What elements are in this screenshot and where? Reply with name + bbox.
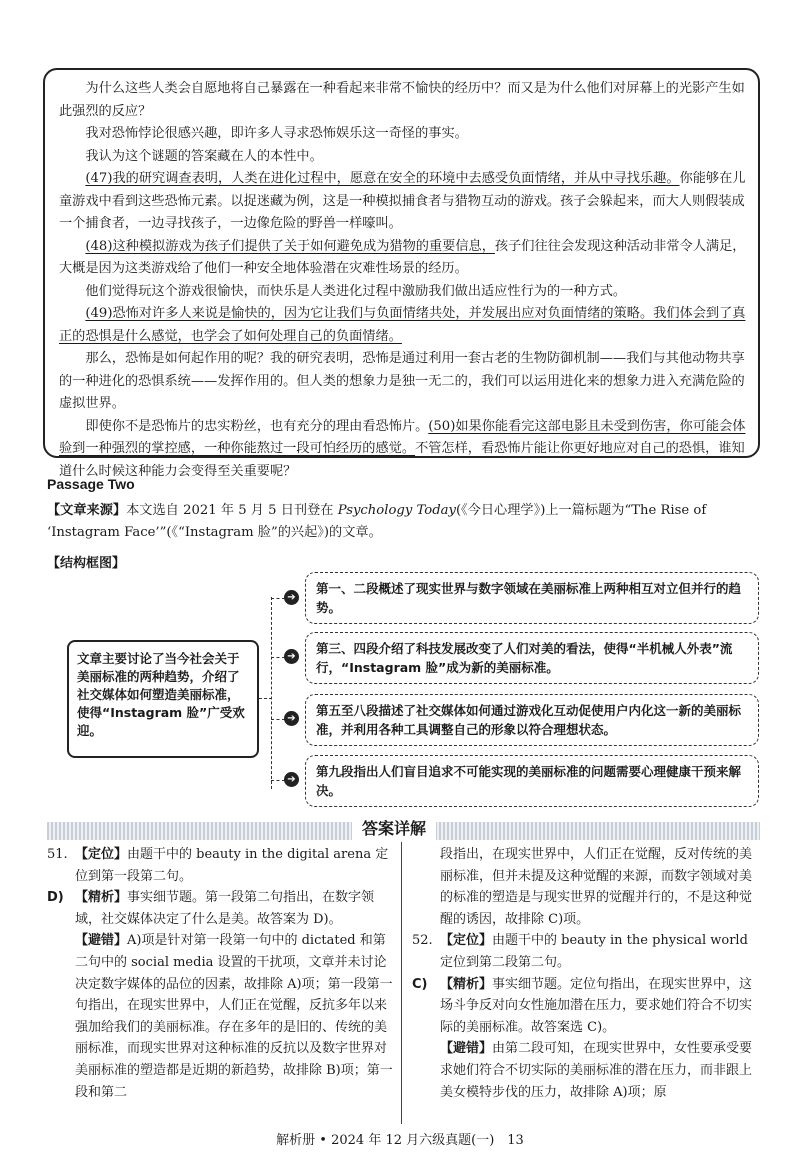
- passage-title: Passage Two: [47, 476, 135, 492]
- summary-box: 文章主要讨论了当今社会关于美丽标准的两种趋势，介绍了社交媒体如何塑造美丽标准，使得“Instagram 脸”广受欢迎。: [67, 640, 259, 758]
- translation-text: 你能够在儿童游戏中看到这些恐怖元素。以捉迷藏为例，这是一种模拟捕食者与猎物互动的游戏。孩子会躲起来，而大人则假装成一个捕食者，一边寻找孩子，一边像危险的野兽一样嚎叫。: [59, 171, 746, 231]
- translation-para-2: 我对恐怖悖论很感兴趣，即许多人寻求恐怖娱乐这一奇怪的事实。: [85, 126, 468, 141]
- locate-tag: 【定位】: [75, 847, 128, 862]
- q51-avoid-continued: 段指出，在现实世界中，人们正在觉醒，反对传统的美丽标准，但并未提及这种觉醒的来源，而数字领域对美的标准的塑造是与现实世界的觉醒并行的，不是这种觉醒的诱因，故排除 C)项。: [440, 847, 753, 927]
- branch-box-1: 第一、二段概述了现实世界与数字领域在美丽标准上两种相互对立但并行的趋势。: [305, 572, 759, 624]
- branch-box-2: 第三、四段介绍了科技发展改变了人们对美的看法，使得“半机械人外表”流行，“Instagram 脸”成为新的美丽标准。: [305, 632, 759, 684]
- q51-locate: [47, 844, 393, 887]
- source-label: 【文章来源】: [47, 503, 127, 518]
- avoid-text: 由第二段可知，在现实世界中，女性要承受要求她们符合不切实际的美丽标准的潜在压力，而非跟上美女模特步伐的压力，故排除 A)项；原: [440, 1041, 753, 1100]
- underlined-sentence-49: (49)恐怖对许多人来说是愉快的，因为它让我们与负面情绪共处，并发展出应对负面情绪的策略。我们体会到了真正的恐惧是什么感觉，也学会了如何处理自己的负面情绪。: [59, 306, 746, 344]
- analysis-text: 事实细节题。第一段第二句指出，在数字领域，社交媒体决定了什么是美。故答案为 D)。: [75, 890, 375, 927]
- structure-label: 【结构框图】: [47, 556, 126, 571]
- article-source: [47, 500, 757, 544]
- underlined-sentence-47: (47)我的研究调查表明，人类在进化过程中，愿意在安全的环境中去感受负面情绪，并从中寻找乐趣。: [85, 171, 680, 186]
- column-divider: [401, 842, 402, 1124]
- analysis-text: 事实细节题。定位句指出，在现实世界中，这场斗争反对向女性施加潜在压力，要求她们符合不切实际的美丽标准。故答案选 C)。: [440, 976, 753, 1035]
- locate-tag: 【定位】: [440, 933, 493, 949]
- arrow-right-icon: ➔: [284, 772, 299, 787]
- underlined-sentence-50: (50)如果你能看完这部电影且未受到伤害，你可能会体验到一种强烈的掌控感，一种你能熬过一段可怕经历的感觉。: [59, 418, 746, 456]
- answer-letter: C): [412, 976, 428, 992]
- translation-text: 不管怎样，看恐怖片能让你更好地应对自己的恐惧，谁知道什么时候这种能力会变得至关重要呢？: [59, 441, 745, 479]
- translation-para-1: 为什么这些人类会自愿地将自己暴露在一种看起来非常不愉快的经历中？而又是为什么他们对屏幕上的光影产生如此强烈的反应？: [59, 81, 745, 119]
- answer-letter: D): [47, 890, 64, 906]
- arrow-right-icon: ➔: [284, 711, 299, 726]
- q52-locate: [412, 930, 760, 973]
- q52-avoid: [412, 1038, 760, 1103]
- translation-para-8: 那么，恐怖是如何起作用的呢？我的研究表明，恐怖是通过利用一套古老的生物防御机制——我们与其他动物共享的一种进化的恐惧系统——发挥作用的。但人类的想象力是独一无二的，我们可以运用进化来的想象力进入充满危险的虚拟世界。: [59, 351, 745, 411]
- analysis-tag: 【精析】: [440, 976, 493, 992]
- translation-box: [43, 68, 760, 479]
- answers-left-column: [47, 844, 393, 1103]
- branch-box-4: 第九段指出人们盲目追求不可能实现的美丽标准的问题需要心理健康干预来解决。: [305, 755, 759, 807]
- source-text: (《今日心理学》)上一篇标题为“The Rise of ‘Instagram Face’”(《“Instagram 脸”的兴起》)的文章。: [47, 503, 707, 540]
- source-text: 本文选自 2021 年 5 月 5 日刊登在: [126, 503, 338, 518]
- locate-text: 由题干中的 beauty in the digital arena 定位到第一段第二句。: [75, 847, 389, 884]
- question-number: 51.: [47, 847, 68, 862]
- translation-para-5: [59, 236, 746, 281]
- translation-para-4: [59, 168, 746, 236]
- analysis-tag: 【精析】: [75, 890, 128, 906]
- translation-text: 即使你不是恐怖片的忠实粉丝，也有充分的理由看恐怖片。: [85, 418, 429, 434]
- translation-para-9: [59, 416, 746, 484]
- bracket-line: [271, 597, 283, 789]
- translation-para-7: [59, 303, 746, 348]
- arrow-right-icon: ➔: [284, 649, 299, 664]
- answers-heading: 答案详解: [352, 816, 436, 842]
- q52-analysis: [412, 974, 760, 1039]
- answers-right-column: [412, 844, 760, 1103]
- locate-text: 由题干中的 beauty in the physical world 定位到第二段第二句。: [440, 933, 748, 970]
- translation-text: 孩子们往往会发现这种活动非常令人满足，大概是因为这类游戏给了他们一种安全地体验潜在灾难性场景的经历。: [59, 238, 746, 276]
- translation-para-3: 我认为这个谜题的答案藏在人的本性中。: [85, 148, 323, 164]
- source-journal: Psychology Today: [337, 503, 456, 518]
- question-number: 52.: [412, 933, 433, 949]
- avoid-tag: 【避错】: [75, 933, 128, 949]
- arrow-right-icon: ➔: [284, 590, 299, 605]
- avoid-tag: 【避错】: [440, 1041, 493, 1057]
- translation-para-6: 他们觉得玩这个游戏很愉快，而快乐是人类进化过程中激励我们做出适应性行为的一种方式。: [85, 283, 627, 299]
- underlined-sentence-48: (48)这种模拟游戏为孩子们提供了关于如何避免成为猎物的重要信息，: [85, 238, 495, 254]
- q51-analysis: [47, 887, 393, 930]
- avoid-text: A)项是针对第一段第一句中的 dictated 和第二句中的 social media 设置的干扰项，文章并未讨论决定数字媒体的品位的因素，故排除 A)项；第一段第一句指出，在现实世界中，人们正在觉醒，反抗多年以来强加给我们的美丽标准。存在多年的是旧的、传统的美丽标准，而现实世界对这种标准的反抗以及数字世界对美丽标准的塑造都是近期的新趋势，故排除 B)项；第一段和第二: [75, 933, 393, 1100]
- branch-box-3: 第五至八段描述了社交媒体如何通过游戏化互动促使用户内化这一新的美丽标准，并利用各种工具调整自己的形象以符合理想状态。: [305, 694, 759, 746]
- q51-avoid: [47, 930, 393, 1103]
- page-footer: 解析册 • 2024 年 12 月六级真题(一) 13: [276, 1133, 524, 1148]
